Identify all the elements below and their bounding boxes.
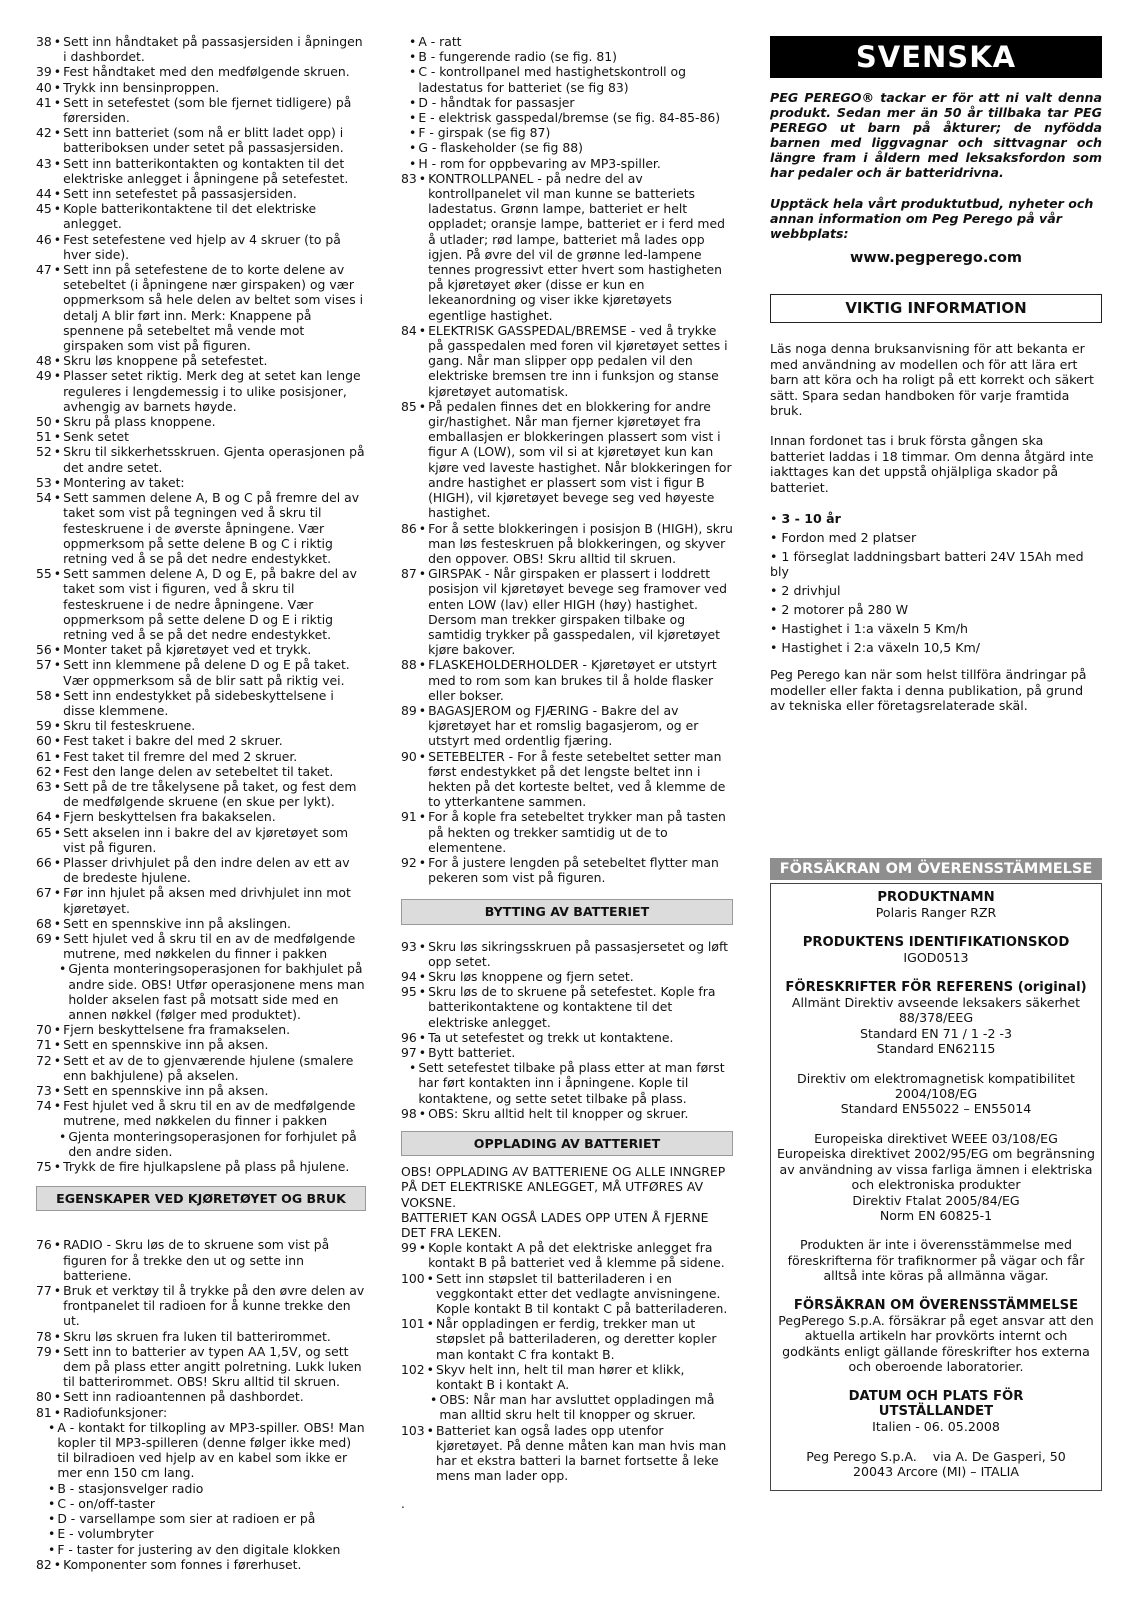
feature-steps bbox=[36, 1237, 366, 1419]
bullet: • bbox=[418, 984, 427, 1000]
step-item: 93 • Skru løs sikringsskruen på passasjersetet og løft opp setet. bbox=[401, 938, 728, 969]
step-item: 91 • For å kople fra setebeltet trykker man på tasten på hekten og trekker samtidig ut de to elementene. bbox=[401, 809, 726, 855]
bullet: • bbox=[53, 687, 62, 703]
step-item: 86 • For å sette blokkeringen i posisjon B (HIGH), skru man løs festeskruen på blokkeringen, og skyver den oppover. OBS! Skru alltid til skruen. bbox=[401, 520, 733, 566]
bullet: • bbox=[53, 444, 62, 460]
sub-list-item: • A - ratt bbox=[409, 34, 462, 49]
assembly-steps bbox=[36, 34, 366, 961]
bullet: • bbox=[430, 1392, 438, 1408]
step-74-note: • Gjenta monteringsoperasjonen for forhjulet på den andre siden. bbox=[59, 1128, 357, 1159]
step-item: 72 • Sett et av de to gjenværende hjulene (smalere enn bakhjulene) på akselen. bbox=[36, 1052, 354, 1083]
step-item: 103 • Batteriet kan også lades opp utenfor kjøretøyet. På denne måten kan man hvis man har et ekstra batteri la barnet fortsette å leke mens man lader opp. bbox=[401, 1422, 727, 1484]
bullet: • bbox=[53, 1237, 62, 1253]
step-item: 63 • Sett på de tre tåkelysene på taket, og fest dem de medfølgende skruene (en skue per lykt). bbox=[36, 778, 357, 810]
step-item: 77 • Bruk et verktøy til å trykke på den øvre delen av frontpanelet til radioen for å kunne trekke den ut. bbox=[36, 1283, 365, 1329]
bullet: • bbox=[53, 368, 62, 384]
company-address: Peg Perego S.p.A. via A. De Gasperi, 50 bbox=[806, 1448, 1066, 1464]
bullet: • bbox=[409, 140, 417, 156]
step-item: 44 • Sett inn setefestet på passasjersiden. bbox=[36, 186, 297, 202]
spec-list bbox=[770, 511, 1102, 655]
spec-item: • Hastighet i 2:a växeln 10,5 Km/ bbox=[770, 639, 981, 655]
step-item: 58 • Sett inn endestykket på sidebeskyttelsene i disse klemmene. bbox=[36, 687, 334, 718]
bullet: • bbox=[53, 490, 62, 506]
date-place-heading: DATUM OCH PLATS FÖR bbox=[848, 1388, 1024, 1404]
bullet: • bbox=[48, 1511, 56, 1527]
spec-item: • 2 motorer på 280 W bbox=[770, 602, 909, 618]
bullet: • bbox=[53, 854, 62, 870]
section-heading-battery-change: BYTTING AV BATTERIET bbox=[401, 899, 733, 924]
bullet: • bbox=[53, 231, 62, 247]
step-item: 62 • Fest den lange delen av setebeltet til taket. bbox=[36, 763, 334, 779]
radio-functions-list bbox=[36, 1420, 366, 1557]
bullet: • bbox=[418, 322, 427, 338]
product-name: Polaris Ranger RZR bbox=[875, 905, 997, 921]
step-item: 94 • Skru løs knoppene og fjern setet. bbox=[401, 968, 634, 984]
bullet: • bbox=[53, 1343, 62, 1359]
bullet: • bbox=[53, 718, 62, 734]
step-97-note: • Sett setefestet tilbake på plass etter at man først har ført kontakten inn i åpningene. Kople til kontaktene, og sette setet tilbake på plass. bbox=[409, 1060, 725, 1106]
step-item: 61 • Fest taket til fremre del med 2 skruer. bbox=[36, 748, 298, 764]
step-item: 41 • Sett in setefestet (som ble fjernet tidligere) på førersiden. bbox=[36, 94, 352, 126]
step-item: 40 • Trykk inn bensinproppen. bbox=[36, 79, 220, 95]
intro-text: PEG PEREGO® tackar er för att ni valt denna produkt. Sedan mer än 50 år tillbaka tar PEG PEREGO ut barn på åkturer; de nyfödda barnen med liggvagnar och sittvagnar och längre fram i åldern med leksaksfordon som har pedaler och är batteridrivna. bbox=[770, 90, 1102, 180]
step-item: 55 • Sett sammen delene A, D og E, på bakre del av taket som vist i figuren, ved å skru til festeskruene i de nedre åpningene. Vær oppmerksom på sette delene D og E i riktig retning ved å se på det nedre endestykket. bbox=[36, 566, 357, 642]
step-item: 68 • Sett en spennskive inn på akslingen. bbox=[36, 915, 291, 931]
step-item: 71 • Sett en spennskive inn på aksen. bbox=[36, 1037, 269, 1053]
charging-note: BATTERIET KAN OGSÅ LADES OPP UTEN Å FJERNE DET FRA LEKEN. bbox=[401, 1209, 709, 1241]
bullet: • bbox=[418, 1045, 427, 1060]
sub-list-item: • C - on/off-taster bbox=[48, 1495, 155, 1511]
sub-list-item: • D - håndtak for passasjer bbox=[409, 94, 575, 110]
sub-list-item: • E - elektrisk gasspedal/bremse (se fig. 84-85-86) bbox=[409, 110, 721, 126]
website-intro: Upptäck hela vårt produktutbud, nyheter och annan information om Peg Perego på vår webbplats: bbox=[770, 196, 1094, 241]
bullet: • bbox=[409, 94, 417, 110]
step-item: 47 • Sett inn på setefestene de to korte delene av setebeltet (i åpningene nær girspaken) og vær oppmerksom så hele delen av beltet som vises i detalj A blir ført inn. Merk: Knappene på spennene på setebeltet må vende mot girspaken som vist på figuren. bbox=[36, 262, 364, 354]
step-item: 51 • Senk setet bbox=[36, 429, 129, 445]
bullet: • bbox=[53, 79, 62, 95]
step-item: 57 • Sett inn klemmene på delene D og E på taket. Vær oppmerksom så de blir satt på riktig vei. bbox=[36, 657, 350, 688]
language-title: SVENSKA bbox=[770, 36, 1102, 78]
bullet: • bbox=[53, 155, 62, 171]
spec-items bbox=[770, 530, 1102, 655]
step-102-note: • OBS: Når man har avsluttet oppladingen må man alltid skru helt til knopper og skruer. bbox=[430, 1392, 715, 1423]
charging-warning: OBS! OPPLADING AV BATTERIENE OG ALLE INNGREP PÅ DET ELEKTRISKE ANLEGGET, MÅ UTFØRES AV VOKSNE. bbox=[401, 1164, 726, 1210]
bullet: • bbox=[53, 429, 62, 445]
step-item: 98 • OBS: Skru alltid helt til knopper og skruer. bbox=[401, 1105, 689, 1121]
bullet: • bbox=[53, 763, 62, 779]
sub-list-item: • B - stasjonsvelger radio bbox=[48, 1480, 204, 1496]
step-item: 73 • Sett en spennskive inn på aksen. bbox=[36, 1083, 269, 1099]
step-item: 76 • RADIO - Skru løs de to skruene som vist på figuren for å trekke den ut og sette inn batteriene. bbox=[36, 1237, 330, 1283]
spec-item: • Hastighet i 1:a växeln 5 Km/h bbox=[770, 621, 968, 636]
step-item: 100 • Sett inn støpslet til batteriladeren i en veggkontakt etter det vedlagte anvisningene. Kople kontakt B til kontakt C på batteriladeren. bbox=[401, 1270, 728, 1317]
bullet: • bbox=[53, 1052, 62, 1068]
bullet: • bbox=[53, 201, 62, 217]
step-item: 60 • Fest taket i bakre del med 2 skruer. bbox=[36, 733, 283, 749]
step-item: 50 • Skru på plass knoppene. bbox=[36, 414, 216, 430]
step-item: 39 • Fest håndtaket med den medfølgende skruen. bbox=[36, 64, 350, 80]
step-item: 70 • Fjern beskyttelsene fra framakselen. bbox=[36, 1022, 291, 1038]
bullet: • bbox=[48, 1526, 56, 1542]
step-item: 53 • Montering av taket: bbox=[36, 474, 185, 490]
bullet: • bbox=[53, 94, 62, 110]
bullet: • bbox=[53, 353, 62, 369]
bullet: • bbox=[418, 938, 427, 954]
bullet: • bbox=[409, 49, 417, 65]
step-item: 43 • Sett inn batterikontakten og kontakten til det elektriske anlegget i åpningene på setefestet. bbox=[36, 155, 349, 186]
bullet: • bbox=[53, 748, 62, 764]
assembly-column bbox=[36, 34, 366, 1572]
spec-age: • 3 - 10 år bbox=[770, 511, 841, 527]
bullet: • bbox=[53, 474, 62, 490]
bullet: • bbox=[418, 1029, 427, 1045]
step-item: 79 • Sett inn to batterier av typen AA 1,5V, og sett dem på plass etter angitt polretning. Lukk luken til batterirommet. OBS! Skru alltid til skruen. bbox=[36, 1343, 362, 1390]
bullet: • bbox=[53, 1389, 62, 1405]
sub-list-item: • F - taster for justering av den digitale klokken bbox=[48, 1541, 341, 1557]
step-item: 83 • KONTROLLPANEL - på nedre del av kontrollpanelet vil man kunne se batteriets ladestatus. Grønn lampe, batteriet er helt oppladet; oransje lampe, batteriet er i ferd med å utlader; rød lampe, batteriet må lades opp igjen. På øvre del vil de grønne led-lampene tennes progressivt etter hvert som hastigheten på kjøretøyet øker (disse er kun en lekeanordning og viser ikke kjøretøyets egentlige hastighet. bbox=[401, 170, 725, 323]
section-heading-features: EGENSKAPER VED KJØRETØYET OG BRUK bbox=[36, 1186, 366, 1211]
bullet: • bbox=[53, 414, 62, 430]
bullet: • bbox=[53, 1328, 62, 1344]
step-item: 59 • Skru til festeskruene. bbox=[36, 718, 196, 734]
bullet: • bbox=[53, 885, 62, 901]
product-name-heading: PRODUKTNAMN bbox=[877, 890, 995, 905]
usage-column bbox=[401, 34, 733, 1483]
conformity-heading: FÖRSÄKRAN OM ÖVERENSSTÄMMELSE bbox=[793, 1297, 1079, 1313]
bullet: • bbox=[53, 1083, 62, 1099]
step-item: 66 • Plasser drivhjulet på den indre delen av ett av de bredeste hjulene. bbox=[36, 854, 350, 886]
step-item: 81 • Radiofunksjoner: bbox=[36, 1404, 168, 1420]
bullet: • bbox=[53, 1037, 62, 1053]
bullet: • bbox=[53, 930, 62, 946]
bullet: • bbox=[53, 64, 62, 80]
step-item: 80 • Sett inn radioantennen på dashbordet. bbox=[36, 1389, 304, 1405]
bullet: • bbox=[418, 398, 427, 414]
bullet: • bbox=[418, 657, 427, 673]
bullet: • bbox=[53, 642, 62, 658]
step-item: 102 • Skyv helt inn, helt til man hører et klikk, kontakt B i kontakt A. bbox=[401, 1361, 685, 1393]
bullet: • bbox=[418, 854, 427, 870]
bullet: • bbox=[53, 778, 62, 794]
bullet: • bbox=[409, 155, 417, 171]
bullet: • bbox=[426, 1316, 434, 1332]
step-item: 101 • Når oppladingen er ferdig, trekker man ut støpslet på batteriladeren, og deretter kopler man kontakt C fra kontakt B. bbox=[401, 1316, 717, 1362]
step-item: 56 • Monter taket på kjøretøyet ved et trykk. bbox=[36, 642, 312, 658]
changes-paragraph: Peg Perego kan när som helst tillföra ändringar på modeller eller fakta i denna publikation, på grund av tekniska eller företagsrelaterade skäl. bbox=[770, 667, 1087, 714]
bullet: • bbox=[53, 186, 62, 202]
bullet: • bbox=[53, 915, 62, 931]
bullet: • bbox=[53, 809, 62, 825]
bullet: • bbox=[53, 566, 62, 582]
product-id: IGOD0513 bbox=[903, 950, 969, 966]
bullet: • bbox=[53, 34, 62, 49]
bullet: • bbox=[48, 1480, 56, 1496]
bullet: • bbox=[53, 262, 62, 278]
bullet: • bbox=[409, 125, 417, 141]
bullet: • bbox=[53, 733, 62, 749]
declaration-section bbox=[770, 858, 1102, 1491]
sub-list-item: • E - volumbryter bbox=[48, 1526, 154, 1542]
step-item: 78 • Skru løs skruen fra luken til batterirommet. bbox=[36, 1328, 331, 1344]
step-item: 87 • GIRSPAK - Når girspaken er plassert i loddrett posisjon vil kjøretøyet bevege seg framover ved enten LOW (lav) eller HIGH (høy) hastighet. Dersom man trekker girspaken tilbake og samtidig trykker på gasspedalen, vil kjøretøyet kjøre bakover. bbox=[401, 566, 727, 658]
bullet: • bbox=[418, 702, 427, 718]
step-item: 65 • Sett akselen inn i bakre del av kjøretøyet som vist på figuren. bbox=[36, 824, 349, 855]
usage-steps bbox=[401, 171, 733, 886]
spec-item: • 1 förseglat laddningsbart batteri 24V 15Ah med bly bbox=[770, 548, 1084, 580]
bullet: • bbox=[53, 1283, 62, 1299]
bullet: • bbox=[418, 170, 427, 186]
bullet: • bbox=[48, 1541, 56, 1557]
step-item: 96 • Ta ut setefestet og trekk ut kontaktene. bbox=[401, 1029, 674, 1045]
step-item: 46 • Fest setefestene ved hjelp av 4 skruer (to på hver side). bbox=[36, 231, 341, 262]
step-item: 75 • Trykk de fire hjulkapslene på plass på hjulene. bbox=[36, 1159, 350, 1175]
bullet: • bbox=[53, 657, 62, 673]
step-item: 52 • Skru til sikkerhetsskruen. Gjenta operasjonen på det andre setet. bbox=[36, 444, 365, 475]
assembly-steps-front bbox=[36, 1022, 366, 1128]
bullet: • bbox=[409, 1060, 417, 1076]
step-item: 85 • På pedalen finnes det en blokkering for andre gir/hastighet. Når man fjerner kjøretøyet fra emballasjen er blokkeringen plassert som vist i figur A (LOW), som vil si at kjøretøyet kun kan kjøre ved laveste hastighet. Når blokkeringen for andre hastighet er plassert som vist i figur B (HIGH), vil kjøretøyet bevege seg ved høyeste hastighet. bbox=[401, 398, 732, 521]
step-item: 84 • ELEKTRISK GASSPEDAL/BREMSE - ved å trykke på gasspedalen med foren vil kjøretøyet settes i gang. Når man slipper opp pedalen vil den elektriske bremsen tre inn i funksjon og stanse kjøretøyet automatisk. bbox=[401, 322, 728, 399]
step-item: 45 • Kople batterikontaktene til det elektriske anlegget. bbox=[36, 201, 317, 232]
battery-paragraph: Innan fordonet tas i bruk första gången ska batteriet laddas i 18 timmar. Om denna åtgärd inte iakttages kan det uppstå ohjälpliga skador på batteriet. bbox=[770, 433, 1094, 495]
bullet: • bbox=[426, 1361, 434, 1377]
charging-steps bbox=[401, 1240, 733, 1392]
step-item: 42 • Sett inn batteriet (som nå er blitt ladet opp) i batteriboksen under setet på passasjersiden. bbox=[36, 125, 344, 156]
bullet: • bbox=[418, 748, 427, 764]
declaration-heading: FÖRSÄKRAN OM ÖVERENSSTÄMMELSE bbox=[770, 858, 1102, 880]
info-paragraph: Läs noga denna bruksanvisning för att bekanta er med användning av modellen och för att lära ert barn att köra och ha roligt på ett korrekt och säkert sätt. Spara sedan handboken för varje framtida bruk. bbox=[770, 341, 1094, 419]
bullet: • bbox=[409, 110, 417, 126]
section-heading-charging: OPPLADING AV BATTERIET bbox=[401, 1131, 733, 1156]
spec-item: • 2 drivhjul bbox=[770, 583, 841, 599]
step-item: 89 • BAGASJEROM og FJÆRING - Bakre del av kjøretøyet har et romslig bagasjerom, og er utstyrt med ordentlig fjæring. bbox=[401, 702, 699, 749]
step-item: 64 • Fjern beskyttelsen fra bakakselen. bbox=[36, 809, 276, 825]
bullet: • bbox=[418, 1240, 427, 1256]
swedish-column bbox=[770, 34, 1102, 714]
sub-list-item: • F - girspak (se fig 87) bbox=[409, 125, 551, 141]
step-item: 92 • For å justere lengden på setebeltet flytter man pekeren som vist på figuren. bbox=[401, 854, 719, 886]
bullet: • bbox=[48, 1419, 56, 1435]
reference-heading: FÖRESKRIFTER FÖR REFERENS (original) bbox=[785, 979, 1087, 995]
sub-list-item: • H - rom for oppbevaring av MP3-spiller. bbox=[409, 155, 661, 171]
bullet: • bbox=[418, 520, 427, 536]
step-item: 54 • Sett sammen delene A, B og C på fremre del av taket som vist på tegningen ved å skru til festeskruene i de øverste åpningene. Vær oppmerksom på sette delene B og C i riktig retning ved å se på det nedre endestykket. bbox=[36, 490, 360, 566]
website-link[interactable]: www.pegperego.com bbox=[849, 250, 1023, 266]
step-item: 99 • Kople kontakt A på det elektriske anlegget fra kontakt B på batteriet ved å klemme på sidene. bbox=[401, 1240, 725, 1271]
step-item: 97 • Bytt batteriet. bbox=[401, 1045, 516, 1060]
step-item: 95 • Skru løs de to skruene på setefestet. Kople fra batterikontaktene og kontaktene til det elektriske anlegget. bbox=[401, 984, 716, 1030]
step-item: 88 • FLASKEHOLDERHOLDER - Kjøretøyet er utstyrt med to rom som kan brukes til å holde flasker eller bokser. bbox=[401, 657, 717, 703]
step-item: 49 • Plasser setet riktig. Merk deg at setet kan lenge reguleres i lengdemessig i to ulike posisjoner, avhengig av barnets høyde. bbox=[36, 368, 361, 414]
bullet: • bbox=[418, 809, 427, 825]
cabin-components-list bbox=[401, 34, 733, 171]
step-item: 48 • Skru løs knoppene på setefestet. bbox=[36, 353, 268, 369]
declaration-box: PRODUKTNAMN Polaris Ranger RZR PRODUKTENS IDENTIFIKATIONSKOD IGOD0513 FÖRESKRIFTER FÖR REFERENS (original) Allmänt Direktiv avseende leksakers säkerhet 88/378/EEG Standard EN 71 / 1 -2 -3 Standard EN62115 Direktiv om elektromagnetisk kompatibilitet 2004/108/EG Standard EN55022 – EN55014 Europeiska direktivet WEEE 03/108/EG Europeiska direktivet 2002/95/EG om begränsning av användning av vissa farliga ämnen i elektriska och elektroniska produkter Direktiv Ftalat 2005/84/EG Norm EN 60825-1 Produkten är inte i överensstämmelse med föreskrifterna för trafiknormer på vägar och får alltså inte köras på allmänna vägar. FÖRSÄKRAN OM ÖVERENSSTÄMMELSE PegPerego S.p.A. försäkrar på eget ansvar att den aktuella artikeln har provkörts internt och godkänts enligt gällande föreskrifter hos externa och oberoende laboratorier. DATUM OCH PLATS FÖR UTSTÄLLANDET Italien - 06. 05.2008 Peg Perego S.p.A. via A. De Gasperi, 50 20043 Arcore (MI) – ITALIA bbox=[770, 883, 1102, 1491]
bullet: • bbox=[53, 1404, 62, 1420]
bullet: • bbox=[418, 566, 427, 582]
bullet: • bbox=[53, 1098, 62, 1114]
bullet: • bbox=[426, 1270, 434, 1286]
battery-change-steps bbox=[401, 939, 733, 1061]
bullet: • bbox=[53, 824, 62, 840]
sub-list-item: • A - kontakt for tilkopling av MP3-spiller. OBS! Man kopler til MP3-spilleren (denne følger ikke med) til bilradioen ved hjelp av en kabel som ikke er mer enn 150 cm lang. bbox=[48, 1419, 365, 1481]
spec-item: • Fordon med 2 platser bbox=[770, 529, 917, 545]
sub-list-item: • G - flaskeholder (se fig 88) bbox=[409, 140, 583, 156]
step-item: 69 • Sett hjulet ved å skru til en av de medfølgende mutrene, med nøkkelen du finner i pakken bbox=[36, 930, 356, 962]
bullet: • bbox=[418, 968, 427, 984]
bullet: • bbox=[59, 1128, 67, 1144]
stray-dot: . bbox=[401, 1497, 405, 1511]
product-id-heading: PRODUKTENS IDENTIFIKATIONSKOD bbox=[802, 934, 1070, 950]
step-item: 82 • Komponenter som fonnes i førerhuset. bbox=[36, 1556, 302, 1572]
step-item: 38 • Sett inn håndtaket på passasjersiden i åpningen i dashbordet. bbox=[36, 34, 363, 65]
bullet: • bbox=[409, 64, 417, 80]
step-69-note: • Gjenta monteringsoperasjonen for bakhjulet på andre side. OBS! Utfør operasjonene mens man holder akselen fast på motsatt side med en annen nøkkel (følger med produktet). bbox=[59, 961, 365, 1022]
step-item: 74 • Fest hjulet ved å skru til en av de medfølgende mutrene, med nøkkelen du finner i pakken bbox=[36, 1098, 356, 1129]
sub-list-item: • C - kontrollpanel med hastighetskontroll og ladestatus for batteriet (se fig 83) bbox=[409, 64, 686, 95]
sub-list-item: • B - fungerende radio (se fig. 81) bbox=[409, 49, 617, 65]
bullet: • bbox=[59, 961, 67, 977]
important-info-heading: VIKTIG INFORMATION bbox=[770, 294, 1102, 323]
step-item: 67 • Før inn hjulet på aksen med drivhjulet inn mot kjøretøyet. bbox=[36, 885, 351, 916]
bullet: • bbox=[409, 34, 417, 49]
sub-list-item: • D - varsellampe som sier at radioen er på bbox=[48, 1511, 316, 1527]
bullet: • bbox=[53, 1022, 62, 1038]
issue-date: Italien - 06. 05.2008 bbox=[872, 1419, 1000, 1435]
bullet: • bbox=[48, 1495, 56, 1511]
step-item: 90 • SETEBELTER - For å feste setebeltet setter man først endestykket på det lengste beltet inn i hekten på det korteste beltet, ved å klemme de to ytterkantene sammen. bbox=[401, 748, 726, 810]
bullet: • bbox=[53, 125, 62, 141]
